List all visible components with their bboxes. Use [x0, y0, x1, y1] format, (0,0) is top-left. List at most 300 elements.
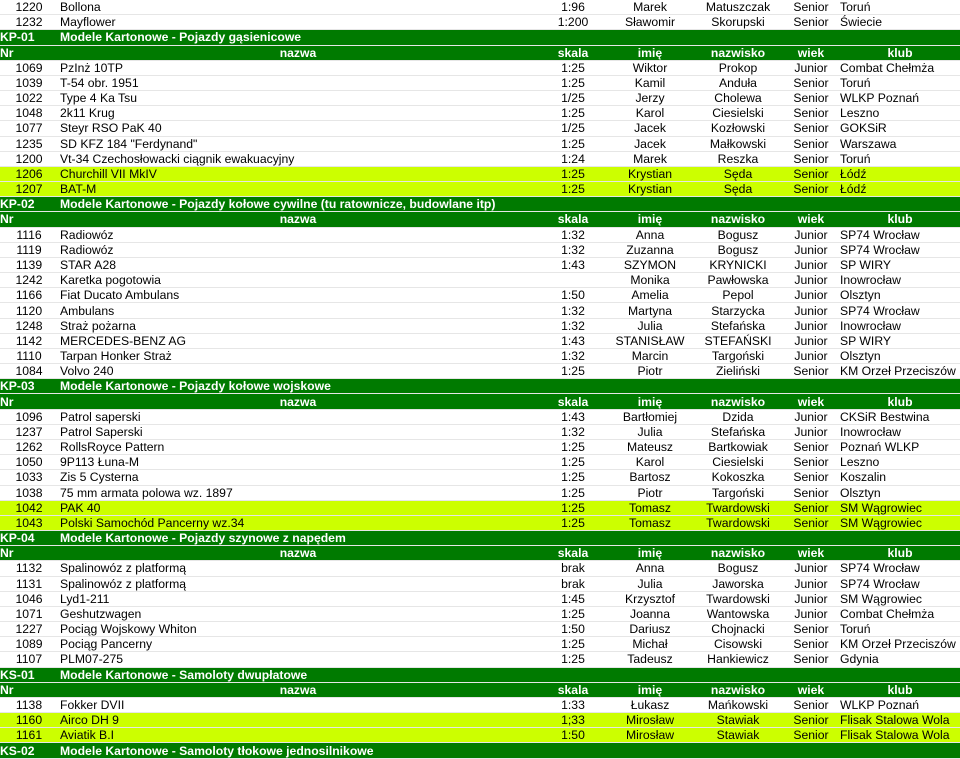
first-name: Piotr	[610, 364, 690, 379]
last-name: Stefańska	[690, 424, 786, 439]
table-row	[0, 409, 960, 424]
table-row	[0, 106, 960, 121]
age-category: Junior	[786, 591, 836, 606]
entry-number: 1235	[0, 136, 58, 151]
age-category: Junior	[786, 227, 836, 242]
table-row	[0, 91, 960, 106]
entry-number: 1084	[0, 364, 58, 379]
club-name: Toruń	[836, 151, 960, 166]
column-header-entry-number: Nr	[0, 682, 58, 697]
table-row	[0, 561, 960, 576]
entry-number: 1206	[0, 166, 58, 181]
first-name: Wiktor	[610, 60, 690, 75]
column-header-age-category: wiek	[786, 45, 836, 60]
model-scale: 1:25	[536, 60, 610, 75]
model-name: 75 mm armata polowa wz. 1897	[58, 485, 536, 500]
model-scale: 1:32	[536, 318, 610, 333]
last-name: Stefańska	[690, 318, 786, 333]
category-title: Modele Kartonowe - Pojazdy kołowe wojskowe	[58, 379, 960, 394]
club-name: Inowrocław	[836, 424, 960, 439]
table-row	[0, 333, 960, 348]
column-header-model-name: nazwa	[58, 45, 536, 60]
age-category: Junior	[786, 576, 836, 591]
model-name: Patrol saperski	[58, 409, 536, 424]
model-scale: 1;33	[536, 713, 610, 728]
last-name: Kozłowski	[690, 121, 786, 136]
model-name: RollsRoyce Pattern	[58, 439, 536, 454]
category-code: KS-02	[0, 743, 58, 758]
club-name: KM Orzeł Przeciszów	[836, 637, 960, 652]
first-name: Jacek	[610, 121, 690, 136]
entry-number: 1022	[0, 91, 58, 106]
model-scale: 1:25	[536, 515, 610, 530]
model-name: Volvo 240	[58, 364, 536, 379]
category-title: Modele Kartonowe - Pojazdy szynowe z napędem	[58, 531, 960, 546]
entry-number: 1161	[0, 728, 58, 743]
first-name: Anna	[610, 561, 690, 576]
age-category: Senior	[786, 637, 836, 652]
last-name: Bogusz	[690, 561, 786, 576]
entry-number: 1132	[0, 561, 58, 576]
club-name: SM Wągrowiec	[836, 591, 960, 606]
table-row	[0, 364, 960, 379]
club-name: Flisak Stalowa Wola	[836, 713, 960, 728]
model-scale: 1:200	[536, 15, 610, 30]
first-name: Jerzy	[610, 91, 690, 106]
first-name: Julia	[610, 318, 690, 333]
table-row	[0, 606, 960, 621]
table-row	[0, 75, 960, 90]
entry-number: 1207	[0, 182, 58, 197]
last-name: Stawiak	[690, 728, 786, 743]
first-name: Krzysztof	[610, 591, 690, 606]
model-scale: 1:25	[536, 166, 610, 181]
model-name: Radiowóz	[58, 227, 536, 242]
model-scale: brak	[536, 576, 610, 591]
first-name: Amelia	[610, 288, 690, 303]
club-name: SM Wągrowiec	[836, 500, 960, 515]
table-row	[0, 637, 960, 652]
model-scale: 1:25	[536, 75, 610, 90]
model-name: Pociąg Pancerny	[58, 637, 536, 652]
category-header-row	[0, 379, 960, 394]
first-name: Joanna	[610, 606, 690, 621]
category-header-row	[0, 743, 960, 758]
last-name: Ciesielski	[690, 455, 786, 470]
age-category: Senior	[786, 652, 836, 667]
column-header-row	[0, 212, 960, 227]
column-header-row	[0, 45, 960, 60]
column-header-last-name: nazwisko	[690, 682, 786, 697]
club-name: Łódź	[836, 182, 960, 197]
model-scale: brak	[536, 561, 610, 576]
model-scale: 1:43	[536, 257, 610, 272]
age-category: Junior	[786, 318, 836, 333]
table-row	[0, 424, 960, 439]
column-header-model-name: nazwa	[58, 546, 536, 561]
column-header-entry-number: Nr	[0, 45, 58, 60]
age-category: Senior	[786, 0, 836, 15]
column-header-first-name: imię	[610, 45, 690, 60]
column-header-last-name: nazwisko	[690, 394, 786, 409]
model-scale: 1:43	[536, 409, 610, 424]
age-category: Senior	[786, 151, 836, 166]
category-header-row	[0, 197, 960, 212]
age-category: Junior	[786, 561, 836, 576]
first-name: SZYMON	[610, 257, 690, 272]
table-row	[0, 500, 960, 515]
last-name: Starzycka	[690, 303, 786, 318]
model-name: Fiat Ducato Ambulans	[58, 288, 536, 303]
club-name: Gdynia	[836, 652, 960, 667]
age-category: Senior	[786, 470, 836, 485]
column-header-last-name: nazwisko	[690, 546, 786, 561]
category-header-row	[0, 531, 960, 546]
table-row	[0, 652, 960, 667]
model-scale: 1:32	[536, 424, 610, 439]
entry-number: 1220	[0, 0, 58, 15]
last-name: Mańkowski	[690, 697, 786, 712]
column-header-row	[0, 394, 960, 409]
table-row	[0, 728, 960, 743]
model-scale: 1:32	[536, 303, 610, 318]
model-name: Airco DH 9	[58, 713, 536, 728]
first-name: Mirosław	[610, 713, 690, 728]
first-name: Julia	[610, 576, 690, 591]
club-name: SP74 Wrocław	[836, 227, 960, 242]
last-name: Stawiak	[690, 713, 786, 728]
age-category: Junior	[786, 333, 836, 348]
column-header-first-name: imię	[610, 394, 690, 409]
table-row	[0, 485, 960, 500]
column-header-first-name: imię	[610, 682, 690, 697]
table-row	[0, 60, 960, 75]
entry-number: 1142	[0, 333, 58, 348]
column-header-model-scale: skala	[536, 546, 610, 561]
first-name: Krystian	[610, 182, 690, 197]
category-header-row	[0, 30, 960, 45]
last-name: Targoński	[690, 348, 786, 363]
entry-number: 1120	[0, 303, 58, 318]
column-header-club-name: klub	[836, 682, 960, 697]
last-name: Cholewa	[690, 91, 786, 106]
category-code: KP-01	[0, 30, 58, 45]
first-name: Karol	[610, 455, 690, 470]
entry-number: 1110	[0, 348, 58, 363]
entry-number: 1227	[0, 622, 58, 637]
age-category: Senior	[786, 182, 836, 197]
category-title: Modele Kartonowe - Pojazdy kołowe cywilne (tu ratownicze, budowlane itp)	[58, 197, 960, 212]
last-name: Hankiewicz	[690, 652, 786, 667]
age-category: Senior	[786, 106, 836, 121]
last-name: Jaworska	[690, 576, 786, 591]
entry-number: 1200	[0, 151, 58, 166]
age-category: Senior	[786, 697, 836, 712]
column-header-first-name: imię	[610, 212, 690, 227]
table-row	[0, 348, 960, 363]
column-header-row	[0, 682, 960, 697]
club-name: SP74 Wrocław	[836, 242, 960, 257]
last-name: STEFAŃSKI	[690, 333, 786, 348]
club-name: CKSiR Bestwina	[836, 409, 960, 424]
model-name: Polski Samochód Pancerny wz.34	[58, 515, 536, 530]
model-name: 9P113 Łuna-M	[58, 455, 536, 470]
table-row	[0, 182, 960, 197]
age-category: Junior	[786, 606, 836, 621]
last-name: Bogusz	[690, 227, 786, 242]
table-row	[0, 273, 960, 288]
last-name: Małkowski	[690, 136, 786, 151]
last-name: Dzida	[690, 409, 786, 424]
entry-number: 1046	[0, 591, 58, 606]
age-category: Senior	[786, 713, 836, 728]
first-name: Mateusz	[610, 439, 690, 454]
model-scale: 1:50	[536, 622, 610, 637]
table-row	[0, 318, 960, 333]
model-name: PLM07-275	[58, 652, 536, 667]
club-name: Toruń	[836, 0, 960, 15]
first-name: Jacek	[610, 136, 690, 151]
age-category: Senior	[786, 166, 836, 181]
table-row	[0, 470, 960, 485]
column-header-club-name: klub	[836, 45, 960, 60]
column-header-model-name: nazwa	[58, 682, 536, 697]
model-name: Patrol Saperski	[58, 424, 536, 439]
first-name: Karol	[610, 106, 690, 121]
column-header-age-category: wiek	[786, 212, 836, 227]
age-category: Junior	[786, 60, 836, 75]
first-name: Marcin	[610, 348, 690, 363]
entry-number: 1138	[0, 697, 58, 712]
column-header-row	[0, 546, 960, 561]
first-name: Sławomir	[610, 15, 690, 30]
first-name: Tomasz	[610, 515, 690, 530]
model-scale: 1:25	[536, 470, 610, 485]
column-header-model-name: nazwa	[58, 394, 536, 409]
table-row	[0, 136, 960, 151]
club-name: Toruń	[836, 622, 960, 637]
last-name: Twardowski	[690, 591, 786, 606]
age-category: Senior	[786, 728, 836, 743]
last-name: Pepol	[690, 288, 786, 303]
last-name: Ciesielski	[690, 106, 786, 121]
last-name: Zieliński	[690, 364, 786, 379]
entry-number: 1077	[0, 121, 58, 136]
column-header-model-scale: skala	[536, 394, 610, 409]
club-name: KM Orzeł Przeciszów	[836, 364, 960, 379]
model-scale: 1/25	[536, 121, 610, 136]
model-name: Zis 5 Cysterna	[58, 470, 536, 485]
entry-number: 1248	[0, 318, 58, 333]
club-name: Olsztyn	[836, 288, 960, 303]
club-name: Combat Chełmża	[836, 60, 960, 75]
first-name: Mirosław	[610, 728, 690, 743]
column-header-age-category: wiek	[786, 546, 836, 561]
model-scale: 1:25	[536, 500, 610, 515]
column-header-club-name: klub	[836, 546, 960, 561]
club-name: Poznań WLKP	[836, 439, 960, 454]
column-header-model-scale: skala	[536, 212, 610, 227]
first-name: Bartłomiej	[610, 409, 690, 424]
entry-number: 1039	[0, 75, 58, 90]
category-code: KP-04	[0, 531, 58, 546]
club-name: WLKP Poznań	[836, 697, 960, 712]
model-name: Vt-34 Czechosłowacki ciągnik ewakuacyjny	[58, 151, 536, 166]
last-name: KRYNICKI	[690, 257, 786, 272]
table-row	[0, 591, 960, 606]
age-category: Junior	[786, 288, 836, 303]
model-name: Pociąg Wojskowy Whiton	[58, 622, 536, 637]
category-code: KP-03	[0, 379, 58, 394]
column-header-first-name: imię	[610, 546, 690, 561]
model-name: Lyd1-211	[58, 591, 536, 606]
club-name: Olsztyn	[836, 348, 960, 363]
first-name: Marek	[610, 151, 690, 166]
first-name: Martyna	[610, 303, 690, 318]
column-header-entry-number: Nr	[0, 212, 58, 227]
table-row	[0, 576, 960, 591]
entry-number: 1050	[0, 455, 58, 470]
model-name: Straż pożarna	[58, 318, 536, 333]
model-name: Tarpan Honker Straż	[58, 348, 536, 363]
category-code: KS-01	[0, 667, 58, 682]
first-name: Zuzanna	[610, 242, 690, 257]
club-name: Świecie	[836, 15, 960, 30]
club-name: SP WIRY	[836, 333, 960, 348]
model-name: Fokker DVII	[58, 697, 536, 712]
club-name: Flisak Stalowa Wola	[836, 728, 960, 743]
category-header-row	[0, 667, 960, 682]
model-scale: 1:96	[536, 0, 610, 15]
first-name: Krystian	[610, 166, 690, 181]
entry-number: 1038	[0, 485, 58, 500]
column-header-last-name: nazwisko	[690, 212, 786, 227]
entry-number: 1089	[0, 637, 58, 652]
age-category: Senior	[786, 500, 836, 515]
last-name: Sęda	[690, 166, 786, 181]
age-category: Senior	[786, 91, 836, 106]
model-name: BAT-M	[58, 182, 536, 197]
age-category: Junior	[786, 257, 836, 272]
last-name: Targoński	[690, 485, 786, 500]
age-category: Junior	[786, 424, 836, 439]
club-name: Leszno	[836, 455, 960, 470]
model-scale: 1:25	[536, 485, 610, 500]
model-scale: 1:25	[536, 364, 610, 379]
entry-number: 1116	[0, 227, 58, 242]
model-scale: 1:25	[536, 637, 610, 652]
entry-number: 1069	[0, 60, 58, 75]
age-category: Junior	[786, 348, 836, 363]
last-name: Twardowski	[690, 500, 786, 515]
model-name: Spalinowóz z platformą	[58, 576, 536, 591]
table-row	[0, 455, 960, 470]
model-name: Spalinowóz z platformą	[58, 561, 536, 576]
model-name: Mayflower	[58, 15, 536, 30]
model-name: Karetka pogotowia	[58, 273, 536, 288]
entry-number: 1119	[0, 242, 58, 257]
entry-number: 1166	[0, 288, 58, 303]
model-scale: 1/25	[536, 91, 610, 106]
table-row	[0, 439, 960, 454]
model-scale: 1:43	[536, 333, 610, 348]
model-scale: 1:33	[536, 697, 610, 712]
club-name: SM Wągrowiec	[836, 515, 960, 530]
last-name: Prokop	[690, 60, 786, 75]
model-name: T-54 obr. 1951	[58, 75, 536, 90]
model-name: Steyr RSO PaK 40	[58, 121, 536, 136]
table-row	[0, 166, 960, 181]
age-category: Senior	[786, 136, 836, 151]
first-name: Bartosz	[610, 470, 690, 485]
model-scale: 1:25	[536, 106, 610, 121]
category-title: Modele Kartonowe - Pojazdy gąsienicowe	[58, 30, 960, 45]
model-name: Ambulans	[58, 303, 536, 318]
table-row	[0, 288, 960, 303]
column-header-age-category: wiek	[786, 394, 836, 409]
model-name: PzInż 10TP	[58, 60, 536, 75]
club-name: Warszawa	[836, 136, 960, 151]
column-header-entry-number: Nr	[0, 394, 58, 409]
age-category: Junior	[786, 273, 836, 288]
last-name: Pawłowska	[690, 273, 786, 288]
first-name: Dariusz	[610, 622, 690, 637]
category-title: Modele Kartonowe - Samoloty dwupłatowe	[58, 667, 960, 682]
table-row	[0, 0, 960, 15]
model-scale: 1:25	[536, 652, 610, 667]
model-name: Aviatik B.I	[58, 728, 536, 743]
table-row	[0, 15, 960, 30]
age-category: Senior	[786, 622, 836, 637]
entry-number: 1237	[0, 424, 58, 439]
model-scale: 1:25	[536, 606, 610, 621]
club-name: SP WIRY	[836, 257, 960, 272]
first-name: Marek	[610, 0, 690, 15]
entry-number: 1160	[0, 713, 58, 728]
model-scale: 1:25	[536, 182, 610, 197]
last-name: Anduła	[690, 75, 786, 90]
column-header-last-name: nazwisko	[690, 45, 786, 60]
last-name: Bogusz	[690, 242, 786, 257]
model-name: Bollona	[58, 0, 536, 15]
age-category: Junior	[786, 409, 836, 424]
first-name: STANISŁAW	[610, 333, 690, 348]
last-name: Reszka	[690, 151, 786, 166]
club-name: Toruń	[836, 75, 960, 90]
column-header-age-category: wiek	[786, 682, 836, 697]
first-name: Łukasz	[610, 697, 690, 712]
category-code: KP-02	[0, 197, 58, 212]
table-row	[0, 257, 960, 272]
age-category: Senior	[786, 515, 836, 530]
age-category: Senior	[786, 455, 836, 470]
first-name: Michał	[610, 637, 690, 652]
model-name: Churchill VII MkIV	[58, 166, 536, 181]
entry-number: 1033	[0, 470, 58, 485]
club-name: Leszno	[836, 106, 960, 121]
model-scale: 1:25	[536, 136, 610, 151]
age-category: Junior	[786, 242, 836, 257]
last-name: Wantowska	[690, 606, 786, 621]
club-name: Combat Chełmża	[836, 606, 960, 621]
column-header-model-scale: skala	[536, 682, 610, 697]
column-header-entry-number: Nr	[0, 546, 58, 561]
column-header-model-scale: skala	[536, 45, 610, 60]
model-scale: 1:32	[536, 242, 610, 257]
last-name: Matuszczak	[690, 0, 786, 15]
entry-number: 1071	[0, 606, 58, 621]
model-scale: 1:32	[536, 348, 610, 363]
